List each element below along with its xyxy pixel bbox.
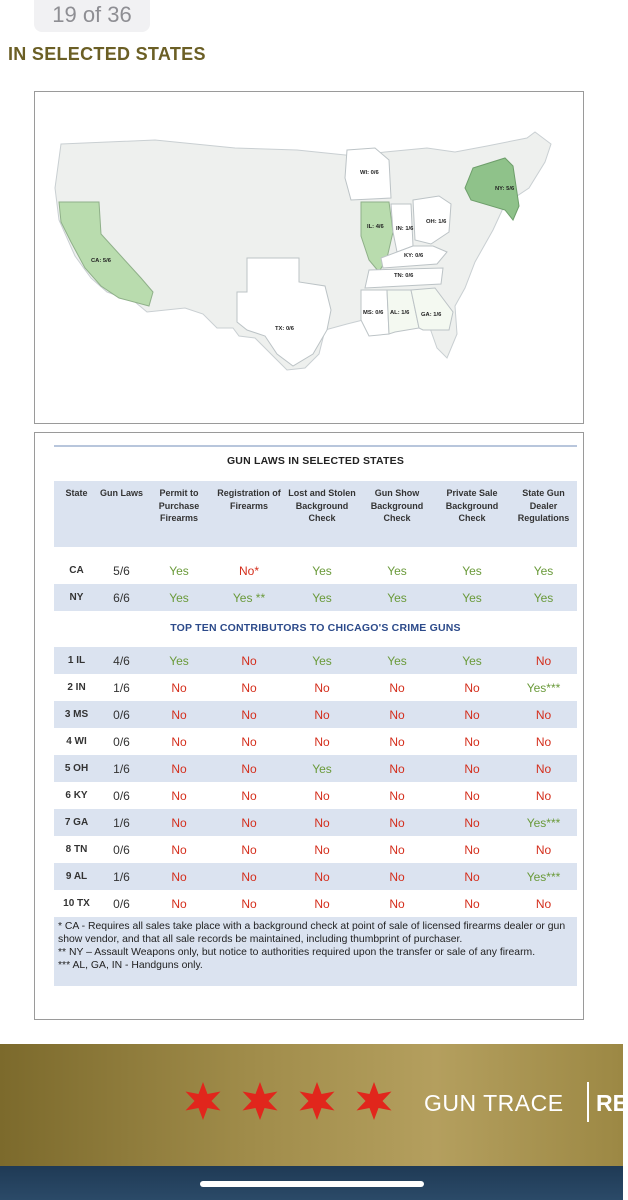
state-cell: NY <box>69 592 84 603</box>
table-row <box>54 557 577 584</box>
table-cell: No <box>535 653 552 668</box>
table-row <box>54 782 577 809</box>
table-cell: No <box>389 761 405 776</box>
table-cell: 0/6 <box>113 842 130 857</box>
table-cell: No <box>464 896 480 911</box>
table-cell: No <box>535 734 552 749</box>
brand-text: GUN TRACE <box>424 1090 564 1116</box>
table-cell: 6/6 <box>113 590 130 605</box>
table-row <box>54 701 577 728</box>
table-cell: No <box>464 734 480 749</box>
table-cell: 1/6 <box>113 869 130 884</box>
table-cell: No <box>241 869 257 884</box>
table-cell: No <box>314 896 330 911</box>
state-cell: CA <box>69 565 84 576</box>
table-row <box>54 647 577 674</box>
header-cell: Permit to Purchase Firearms <box>158 488 200 524</box>
state-cell: 10 TX <box>63 898 90 909</box>
gun-laws-table-figure <box>34 432 584 1020</box>
table-cell: No <box>241 815 257 830</box>
section-title: IN SELECTED STATES <box>8 44 206 64</box>
table-cell: Yes <box>462 653 482 668</box>
table-row <box>54 836 577 863</box>
label-ny: NY: 5/6 <box>495 186 515 192</box>
star-icon <box>240 1081 280 1121</box>
selected-states-rows <box>54 547 577 611</box>
table-cell: Yes*** <box>526 680 561 695</box>
table-cell: No <box>389 896 405 911</box>
table-cell: No <box>171 680 187 695</box>
us-map <box>35 92 583 423</box>
label-il: IL: 4/6 <box>367 224 384 230</box>
label-in: IN: 1/6 <box>396 226 414 232</box>
table-cell: No <box>171 896 187 911</box>
state-cell: 2 IN <box>67 682 86 693</box>
table-cell: Yes <box>312 653 332 668</box>
table-cell: No <box>241 734 257 749</box>
table-cell: No <box>464 869 480 884</box>
state-cell: 3 MS <box>64 709 89 720</box>
table-cell: 0/6 <box>113 707 130 722</box>
table-cell: No <box>314 815 330 830</box>
header-cell: Lost and Stolen Background Check <box>288 488 356 524</box>
table-row <box>54 890 577 917</box>
table-cell: No <box>389 734 405 749</box>
header-cell: Registration of Firearms <box>217 488 281 511</box>
table-cell: 5/6 <box>113 563 130 578</box>
table-cell: No <box>171 707 187 722</box>
table-cell: No <box>314 680 330 695</box>
state-cell: 4 WI <box>66 736 87 747</box>
table-row <box>54 755 577 782</box>
table-cell: No <box>464 680 480 695</box>
star-icon <box>297 1081 337 1121</box>
header-cell: State Gun Dealer Regulations <box>517 488 570 524</box>
table-cell: Yes*** <box>526 815 561 830</box>
table-cell: No <box>241 896 257 911</box>
brand-text-cut: RE <box>596 1090 628 1116</box>
us-map-figure <box>34 91 584 424</box>
footnote: ** NY – Assault Weapons only, but notice to authorities required upon the transfer or sale of any firearm. <box>58 947 536 958</box>
table-cell: No <box>464 707 480 722</box>
label-ms: MS: 0/6 <box>363 310 384 316</box>
table-cell: 1/6 <box>113 815 130 830</box>
state-cell: 8 TN <box>65 844 88 855</box>
table-cell: No <box>314 788 330 803</box>
star-icon <box>183 1081 223 1121</box>
header-cell: Private Sale Background Check <box>445 488 499 524</box>
header-cell: Gun Laws <box>99 488 143 498</box>
table-cell: 0/6 <box>113 788 130 803</box>
table-cell: Yes <box>169 653 189 668</box>
table-cell: No <box>314 842 330 857</box>
label-ky: KY: 0/6 <box>404 253 424 259</box>
table-cell: No <box>535 707 552 722</box>
table-row <box>54 674 577 701</box>
state-cell: 6 KY <box>65 790 88 801</box>
table-cell: No <box>171 842 187 857</box>
table-row <box>54 728 577 755</box>
state-cell: 1 IL <box>67 655 86 666</box>
table-cell: Yes <box>312 563 332 578</box>
state-cell: 7 GA <box>64 817 89 828</box>
table-cell: Yes <box>312 761 332 776</box>
table-cell: No <box>464 761 480 776</box>
table-footnotes <box>54 917 577 986</box>
table-cell: No <box>389 707 405 722</box>
page-counter: 19 of 36 <box>34 0 150 32</box>
table-cell: No* <box>238 563 259 578</box>
table-cell: No <box>535 761 552 776</box>
table-cell: 0/6 <box>113 896 130 911</box>
table-row <box>54 863 577 890</box>
table-cell: 1/6 <box>113 761 130 776</box>
table-cell: No <box>241 761 257 776</box>
table-cell: No <box>464 788 480 803</box>
label-wi: WI: 0/6 <box>360 170 379 176</box>
table-cell: Yes <box>462 590 482 605</box>
table-cell: No <box>389 680 405 695</box>
table-cell: No <box>389 842 405 857</box>
table-cell: Yes <box>387 653 407 668</box>
table-cell: No <box>464 842 480 857</box>
table-cell: No <box>314 869 330 884</box>
table-cell: No <box>389 815 405 830</box>
contributor-rows <box>54 647 577 917</box>
label-ga: GA: 1/6 <box>421 312 442 318</box>
table-cell: No <box>535 788 552 803</box>
label-al: AL: 1/6 <box>390 310 410 316</box>
table-cell: No <box>171 761 187 776</box>
table-cell: Yes <box>169 563 189 578</box>
table-row <box>54 584 577 611</box>
table-cell: No <box>171 788 187 803</box>
table-cell: No <box>389 869 405 884</box>
table-cell: No <box>241 653 257 668</box>
table-cell: 0/6 <box>113 734 130 749</box>
table-cell: Yes <box>312 590 332 605</box>
footnote: * CA - Requires all sales take place with a background check at point of sale of licensed firearms dealer or gun show vendor, and that all sale records be maintained, including thumbprint of purchaser. <box>58 921 566 945</box>
table-cell: No <box>314 707 330 722</box>
header-cell: Gun Show Background Check <box>370 488 424 524</box>
label-ca: CA: 5/6 <box>91 258 111 264</box>
table-cell: No <box>535 842 552 857</box>
table-cell: No <box>241 680 257 695</box>
table-title: GUN LAWS IN SELECTED STATES <box>226 455 405 467</box>
table-cell: Yes <box>533 563 554 578</box>
table-cell: Yes*** <box>526 869 561 884</box>
state-cell: 9 AL <box>65 871 88 882</box>
star-icon <box>354 1081 394 1121</box>
table-cell: No <box>389 788 405 803</box>
table-cell: No <box>171 734 187 749</box>
table-cell: Yes <box>169 590 189 605</box>
chicago-stars <box>183 1081 394 1121</box>
home-indicator[interactable] <box>200 1181 424 1187</box>
label-oh: OH: 1/6 <box>426 219 447 225</box>
table-cell: No <box>241 707 257 722</box>
header-cell: State <box>65 488 88 498</box>
table-cell: 1/6 <box>113 680 130 695</box>
footer-banner <box>0 1044 628 1166</box>
table-cell: No <box>241 842 257 857</box>
label-tx: TX: 0/6 <box>275 326 295 332</box>
brand-divider <box>587 1082 589 1122</box>
table-cell: No <box>464 815 480 830</box>
table-row <box>54 809 577 836</box>
table-cell: No <box>535 896 552 911</box>
table-cell: Yes <box>387 590 407 605</box>
table-cell: Yes ** <box>232 590 266 605</box>
table-cell: Yes <box>462 563 482 578</box>
label-tn: TN: 0/6 <box>394 273 414 279</box>
table-cell: Yes <box>387 563 407 578</box>
table-cell: No <box>241 788 257 803</box>
table-header-row <box>54 481 577 547</box>
table-cell: No <box>314 734 330 749</box>
table-subtitle: TOP TEN CONTRIBUTORS TO CHICAGO'S CRIME GUNS <box>170 622 461 634</box>
table-cell: No <box>171 815 187 830</box>
table-cell: Yes <box>533 590 554 605</box>
table-cell: 4/6 <box>113 653 130 668</box>
table-cell: No <box>171 869 187 884</box>
footnote: *** AL, GA, IN - Handguns only. <box>58 960 203 971</box>
state-cell: 5 OH <box>64 763 89 774</box>
